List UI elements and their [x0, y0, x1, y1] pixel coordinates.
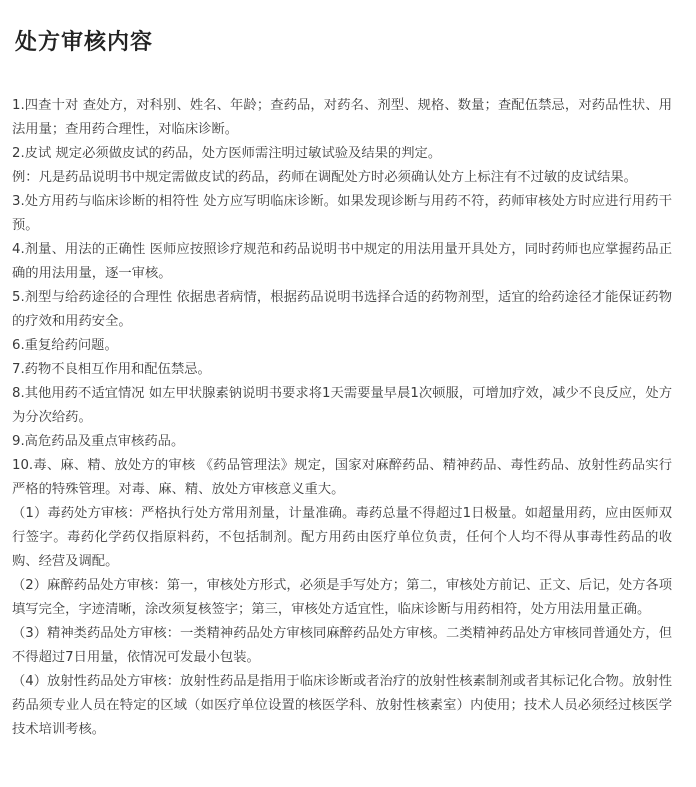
paragraph-skin-test: 2.皮试 规定必须做皮试的药品，处方医师需注明过敏试验及结果的判定。	[12, 146, 442, 161]
paragraph-narcotic-drug-review: （2）麻醉药品处方审核：第一，审核处方形式，必须是手写处方；第二，审核处方前记、正文、后记，处方各项填写完全，字迹清晰，涂改须复核签字；第三，审核处方适宜性，临床诊断与用药相符，处方用法用量正确。	[12, 578, 673, 617]
paragraph-duplicate-medication: 6.重复给药问题。	[12, 338, 118, 353]
paragraph-other-inappropriate-use: 8.其他用药不适宜情况 如左甲状腺素钠说明书要求将1天需要量早晨1次顿服，可增加疗效，减少不良反应，处方为分次给药。	[12, 386, 672, 425]
paragraph-skin-test-example: 例：凡是药品说明书中规定需做皮试的药品，药师在调配处方时必须确认处方上标注有不过敏的皮试结果。	[12, 170, 637, 185]
paragraph-special-prescriptions: 10.毒、麻、精、放处方的审核 《药品管理法》规定，国家对麻醉药品、精神药品、毒性药品、放射性药品实行严格的特殊管理。对毒、麻、精、放处方审核意义重大。	[12, 458, 672, 497]
paragraph-check-items: 1.四查十对 查处方，对科别、姓名、年龄；查药品，对药名、剂型、规格、数量；查配伍禁忌，对药品性状、用法用量；查用药合理性，对临床诊断。	[12, 98, 672, 137]
paragraph-high-risk-drugs: 9.高危药品及重点审核药品。	[12, 434, 185, 449]
paragraph-toxic-drug-review: （1）毒药处方审核：严格执行处方常用剂量，计量准确。毒药总量不得超过1日极量。如超量用药，应由医师双行签字。毒药化学药仅指原料药，不包括制剂。配方用药由医疗单位负责，任何个人均不得从事毒性药品的收购、经营及调配。	[12, 506, 672, 569]
paragraph-adverse-interactions: 7.药物不良相互作用和配伍禁忌。	[12, 362, 211, 377]
paragraph-diagnosis-consistency: 3.处方用药与临床诊断的相符性 处方应写明临床诊断。如果发现诊断与用药不符，药师审核处方时应进行用药干预。	[12, 194, 672, 233]
article-body	[12, 94, 672, 742]
paragraph-radioactive-drug-review: （4）放射性药品处方审核：放射性药品是指用于临床诊断或者治疗的放射性核素制剂或者其标记化合物。放射性药品须专业人员在特定的区域（如医疗单位设置的核医学科、放射性核素室）内使用；技术人员必须经过核医学技术培训考核。	[12, 674, 673, 737]
paragraph-dosage-correctness: 4.剂量、用法的正确性 医师应按照诊疗规范和药品说明书中规定的用法用量开具处方，同时药师也应掌握药品正确的用法用量，逐一审核。	[12, 242, 672, 281]
page-title: 处方审核内容	[15, 29, 154, 55]
paragraph-psychotropic-drug-review: （3）精神类药品处方审核：一类精神药品处方审核同麻醉药品处方审核。二类精神药品处方审核同普通处方，但不得超过7日用量，依情况可发最小包装。	[12, 626, 673, 665]
paragraph-dosage-form-route: 5.剂型与给药途径的合理性 依据患者病情，根据药品说明书选择合适的药物剂型，适宜的给药途径才能保证药物的疗效和用药安全。	[12, 290, 672, 329]
